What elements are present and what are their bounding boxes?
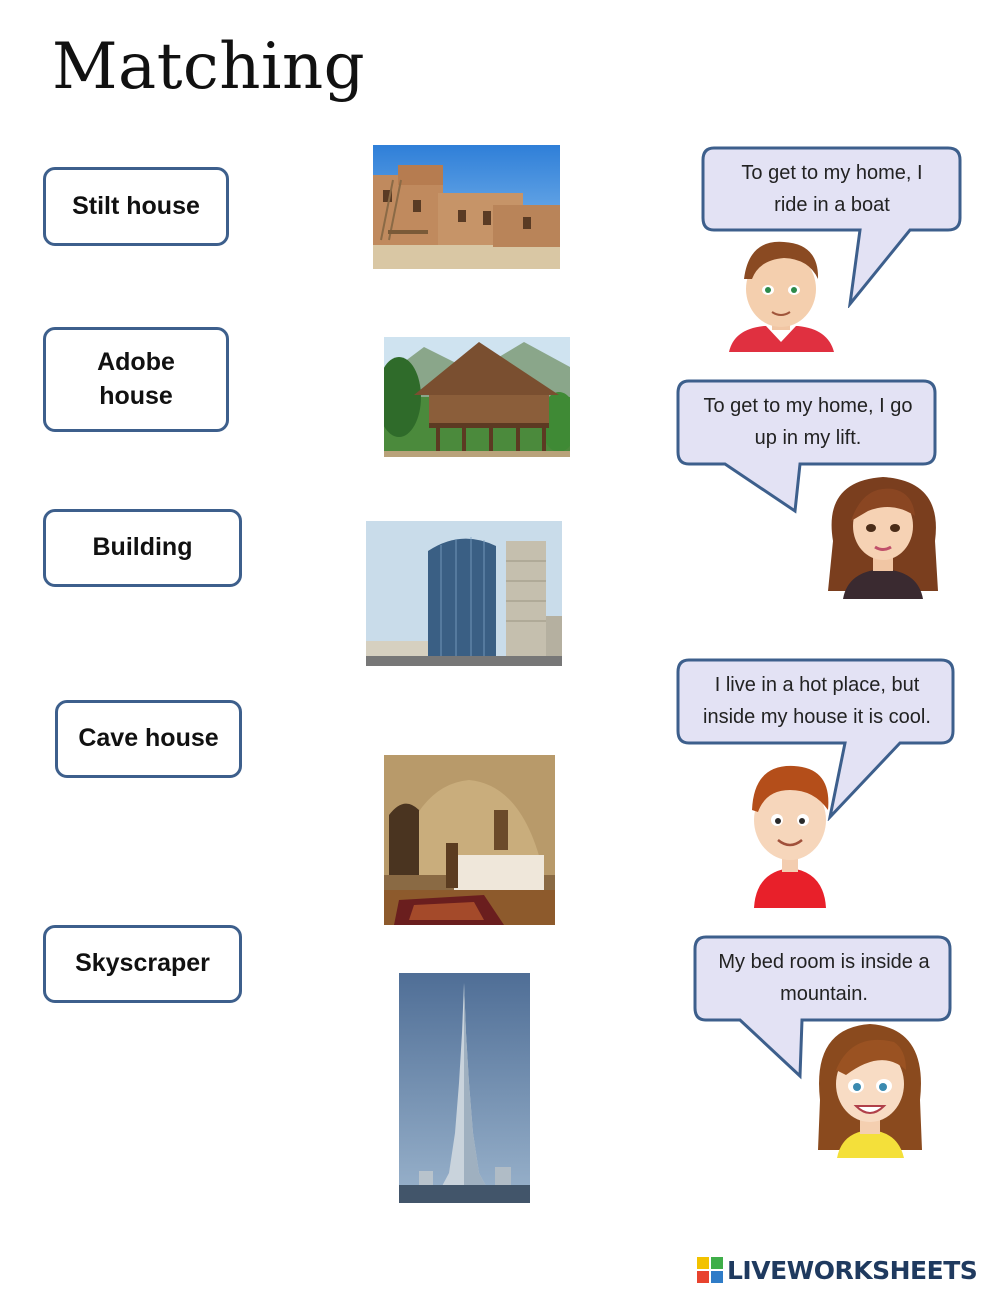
girl-avatar <box>812 1020 928 1158</box>
skyscraper-photo <box>399 973 530 1203</box>
label-cave-house[interactable]: Cave house <box>55 700 242 778</box>
stilt-house-photo <box>384 337 570 457</box>
label-skyscraper[interactable]: Skyscraper <box>43 925 242 1003</box>
speech-bubble-3-text: I live in a hot place, but inside my house it is cool. <box>703 674 931 728</box>
boy-avatar-1 <box>724 234 838 352</box>
label-adobe-house-text: Adobe house <box>97 347 175 410</box>
speech-bubble-2-text: To get to my home, I go up in my lift. <box>703 395 913 449</box>
page-title: Matching <box>52 30 366 104</box>
speech-bubble-1-text: To get to my home, I ride in a boat <box>741 162 923 216</box>
logo-blocks-icon <box>697 1257 723 1283</box>
boy-avatar-2 <box>744 760 836 908</box>
building-photo <box>366 521 562 666</box>
label-adobe-house[interactable] <box>43 327 229 432</box>
speech-bubble-4-text: My bed room is inside a mountain. <box>718 951 930 1005</box>
label-building[interactable]: Building <box>43 509 242 587</box>
cave-house-photo <box>384 755 555 925</box>
adobe-house-photo <box>373 145 560 269</box>
logo-text: LIVEWORKSHEETS <box>727 1255 978 1285</box>
woman-avatar <box>823 471 943 599</box>
label-stilt-house[interactable]: Stilt house <box>43 167 229 246</box>
liveworksheets-logo <box>697 1254 977 1286</box>
